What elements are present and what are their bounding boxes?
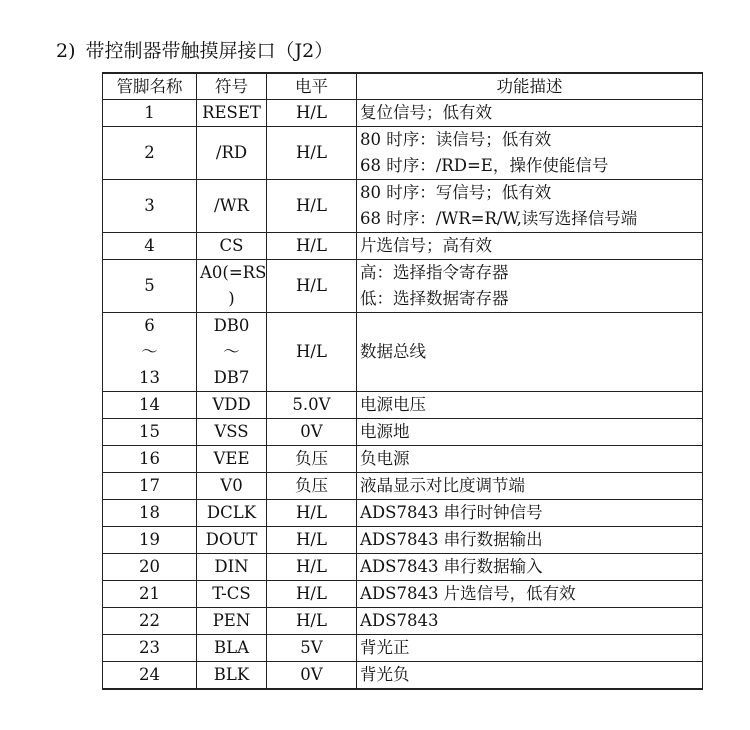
pin-table-body <box>103 100 703 690</box>
symbol-cell <box>197 581 267 608</box>
level-cell: H/L <box>267 180 357 233</box>
description-cell <box>357 527 703 554</box>
level-cell: H/L <box>267 313 357 392</box>
table-row <box>103 635 703 662</box>
symbol-cell <box>197 127 267 180</box>
table-row <box>103 419 703 446</box>
description-cell <box>357 635 703 662</box>
symbol-cell <box>197 554 267 581</box>
description-cell <box>357 233 703 260</box>
table-row <box>103 554 703 581</box>
symbol-cell <box>197 446 267 473</box>
description-cell-line: ADS7843 串行时钟信号 <box>360 503 543 522</box>
level-cell: 5V <box>267 635 357 662</box>
table-row <box>103 500 703 527</box>
level-cell: H/L <box>267 527 357 554</box>
header-pin-name: 管脚名称 <box>103 73 197 100</box>
pin-number-cell-line: 24 <box>139 665 160 684</box>
level-cell: H/L <box>267 260 357 313</box>
pin-number-cell-line: 17 <box>139 476 160 495</box>
pin-number-cell <box>103 500 197 527</box>
level-cell: 5.0V <box>267 392 357 419</box>
section-number: 2) <box>56 40 76 62</box>
pin-number-cell <box>103 180 197 233</box>
pin-number-cell <box>103 662 197 690</box>
table-row <box>103 127 703 180</box>
pin-number-cell-line: 3 <box>144 196 155 215</box>
description-cell-line: ADS7843 <box>360 611 439 630</box>
table-row <box>103 233 703 260</box>
symbol-cell <box>197 313 267 392</box>
description-cell <box>357 662 703 690</box>
pin-number-cell-line: 2 <box>144 143 155 162</box>
description-cell <box>357 500 703 527</box>
description-cell-line: 80 时序：写信号；低有效 <box>360 183 552 202</box>
pin-number-cell <box>103 635 197 662</box>
pin-number-cell <box>103 313 197 392</box>
pin-number-cell <box>103 527 197 554</box>
table-row <box>103 392 703 419</box>
symbol-cell-line: VSS <box>214 422 249 441</box>
symbol-cell <box>197 635 267 662</box>
level-cell: H/L <box>267 554 357 581</box>
description-cell <box>357 180 703 233</box>
symbol-cell-line: BLA <box>214 638 249 657</box>
pin-number-cell-line: 21 <box>139 584 160 603</box>
table-row <box>103 446 703 473</box>
level-cell: H/L <box>267 100 357 127</box>
symbol-cell <box>197 419 267 446</box>
table-row <box>103 100 703 127</box>
description-cell <box>357 473 703 500</box>
pin-number-cell <box>103 260 197 313</box>
symbol-cell <box>197 527 267 554</box>
description-cell-line: 数据总线 <box>360 342 426 361</box>
pin-number-cell-line: 13 <box>139 368 160 387</box>
pin-number-cell-line: 16 <box>139 449 160 468</box>
pin-number-cell <box>103 127 197 180</box>
pin-number-cell <box>103 581 197 608</box>
symbol-cell-line: /RD <box>215 143 248 162</box>
level-cell: H/L <box>267 127 357 180</box>
symbol-cell-line: /WR <box>214 196 249 215</box>
description-cell <box>357 554 703 581</box>
pin-number-cell-line: 22 <box>139 611 160 630</box>
pin-number-cell-line: 14 <box>139 395 160 414</box>
symbol-cell <box>197 260 267 313</box>
description-cell <box>357 392 703 419</box>
level-cell: 0V <box>267 662 357 690</box>
level-cell: H/L <box>267 233 357 260</box>
level-cell: H/L <box>267 581 357 608</box>
description-cell-line: 复位信号；低有效 <box>360 103 492 122</box>
symbol-cell <box>197 392 267 419</box>
symbol-cell <box>197 233 267 260</box>
pin-number-cell <box>103 446 197 473</box>
pin-number-cell-line: ～ <box>141 342 158 361</box>
description-cell <box>357 446 703 473</box>
pin-number-cell-line: 19 <box>139 530 160 549</box>
description-cell-line: 负电源 <box>360 449 410 468</box>
table-row <box>103 313 703 392</box>
symbol-cell-line: V0 <box>220 476 243 495</box>
symbol-cell-line: ) <box>228 289 235 308</box>
pin-number-cell <box>103 419 197 446</box>
description-cell-line: ADS7843 串行数据输出 <box>360 530 543 549</box>
symbol-cell-line: T-CS <box>212 584 251 603</box>
pin-number-cell <box>103 473 197 500</box>
table-header-row <box>103 73 703 100</box>
description-cell-line: 背光负 <box>360 665 410 684</box>
table-row <box>103 260 703 313</box>
pin-number-cell <box>103 392 197 419</box>
level-cell: 负压 <box>267 446 357 473</box>
symbol-cell <box>197 180 267 233</box>
description-cell <box>357 419 703 446</box>
description-cell-line: 68 时序：/RD=E，操作使能信号 <box>360 156 609 175</box>
table-row <box>103 608 703 635</box>
description-cell-line: 低：选择数据寄存器 <box>360 289 509 308</box>
table-row <box>103 581 703 608</box>
description-cell <box>357 608 703 635</box>
table-row <box>103 527 703 554</box>
description-cell-line: 液晶显示对比度调节端 <box>360 476 525 495</box>
description-cell-line: 高：选择指令寄存器 <box>360 263 509 282</box>
section-title: 带控制器带触摸屏接口（J2） <box>85 40 334 62</box>
symbol-cell-line: A0(=RS <box>200 263 267 282</box>
description-cell <box>357 260 703 313</box>
description-cell-line: ADS7843 片选信号，低有效 <box>360 584 576 603</box>
symbol-cell-line: DB0 <box>213 316 250 335</box>
symbol-cell-line: VEE <box>213 449 250 468</box>
table-row <box>103 662 703 690</box>
symbol-cell-line: ～ <box>223 342 240 361</box>
symbol-cell-line: DOUT <box>205 530 258 549</box>
symbol-cell-line: CS <box>219 236 244 255</box>
pin-number-cell-line: 4 <box>144 236 155 255</box>
level-cell: H/L <box>267 500 357 527</box>
table-row <box>103 180 703 233</box>
header-symbol: 符号 <box>197 73 267 100</box>
description-cell-line: 80 时序：读信号；低有效 <box>360 130 552 149</box>
pin-number-cell <box>103 608 197 635</box>
pin-number-cell-line: 6 <box>144 316 155 335</box>
description-cell-line: 电源地 <box>360 422 410 441</box>
description-cell <box>357 581 703 608</box>
table-row <box>103 473 703 500</box>
pin-number-cell-line: 1 <box>144 103 155 122</box>
symbol-cell-line: DCLK <box>206 503 257 522</box>
description-cell <box>357 127 703 180</box>
pin-number-cell-line: 5 <box>144 276 155 295</box>
symbol-cell-line: VDD <box>212 395 251 414</box>
pin-number-cell <box>103 100 197 127</box>
symbol-cell <box>197 662 267 690</box>
pin-number-cell <box>103 554 197 581</box>
header-level: 电平 <box>267 73 357 100</box>
level-cell: 0V <box>267 419 357 446</box>
pin-number-cell-line: 15 <box>139 422 160 441</box>
description-cell-line: 背光正 <box>360 638 410 657</box>
pin-number-cell-line: 18 <box>139 503 160 522</box>
symbol-cell <box>197 473 267 500</box>
pin-number-cell-line: 23 <box>139 638 160 657</box>
symbol-cell-line: PEN <box>212 611 251 630</box>
description-cell-line: 电源电压 <box>360 395 426 414</box>
header-description: 功能描述 <box>357 73 703 100</box>
pin-number-cell <box>103 233 197 260</box>
symbol-cell <box>197 608 267 635</box>
description-cell-line: 片选信号；高有效 <box>360 236 492 255</box>
pin-table <box>102 72 703 690</box>
symbol-cell <box>197 100 267 127</box>
level-cell: 负压 <box>267 473 357 500</box>
symbol-cell-line: DB7 <box>213 368 250 387</box>
description-cell-line: 68 时序：/WR=R/W,读写选择信号端 <box>360 209 638 228</box>
section-heading <box>56 38 333 64</box>
symbol-cell-line: BLK <box>213 665 250 684</box>
description-cell <box>357 100 703 127</box>
description-cell-line: ADS7843 串行数据输入 <box>360 557 543 576</box>
description-cell <box>357 313 703 392</box>
level-cell: H/L <box>267 608 357 635</box>
pin-number-cell-line: 20 <box>139 557 160 576</box>
symbol-cell-line: DIN <box>214 557 249 576</box>
symbol-cell <box>197 500 267 527</box>
symbol-cell-line: RESET <box>202 103 261 122</box>
